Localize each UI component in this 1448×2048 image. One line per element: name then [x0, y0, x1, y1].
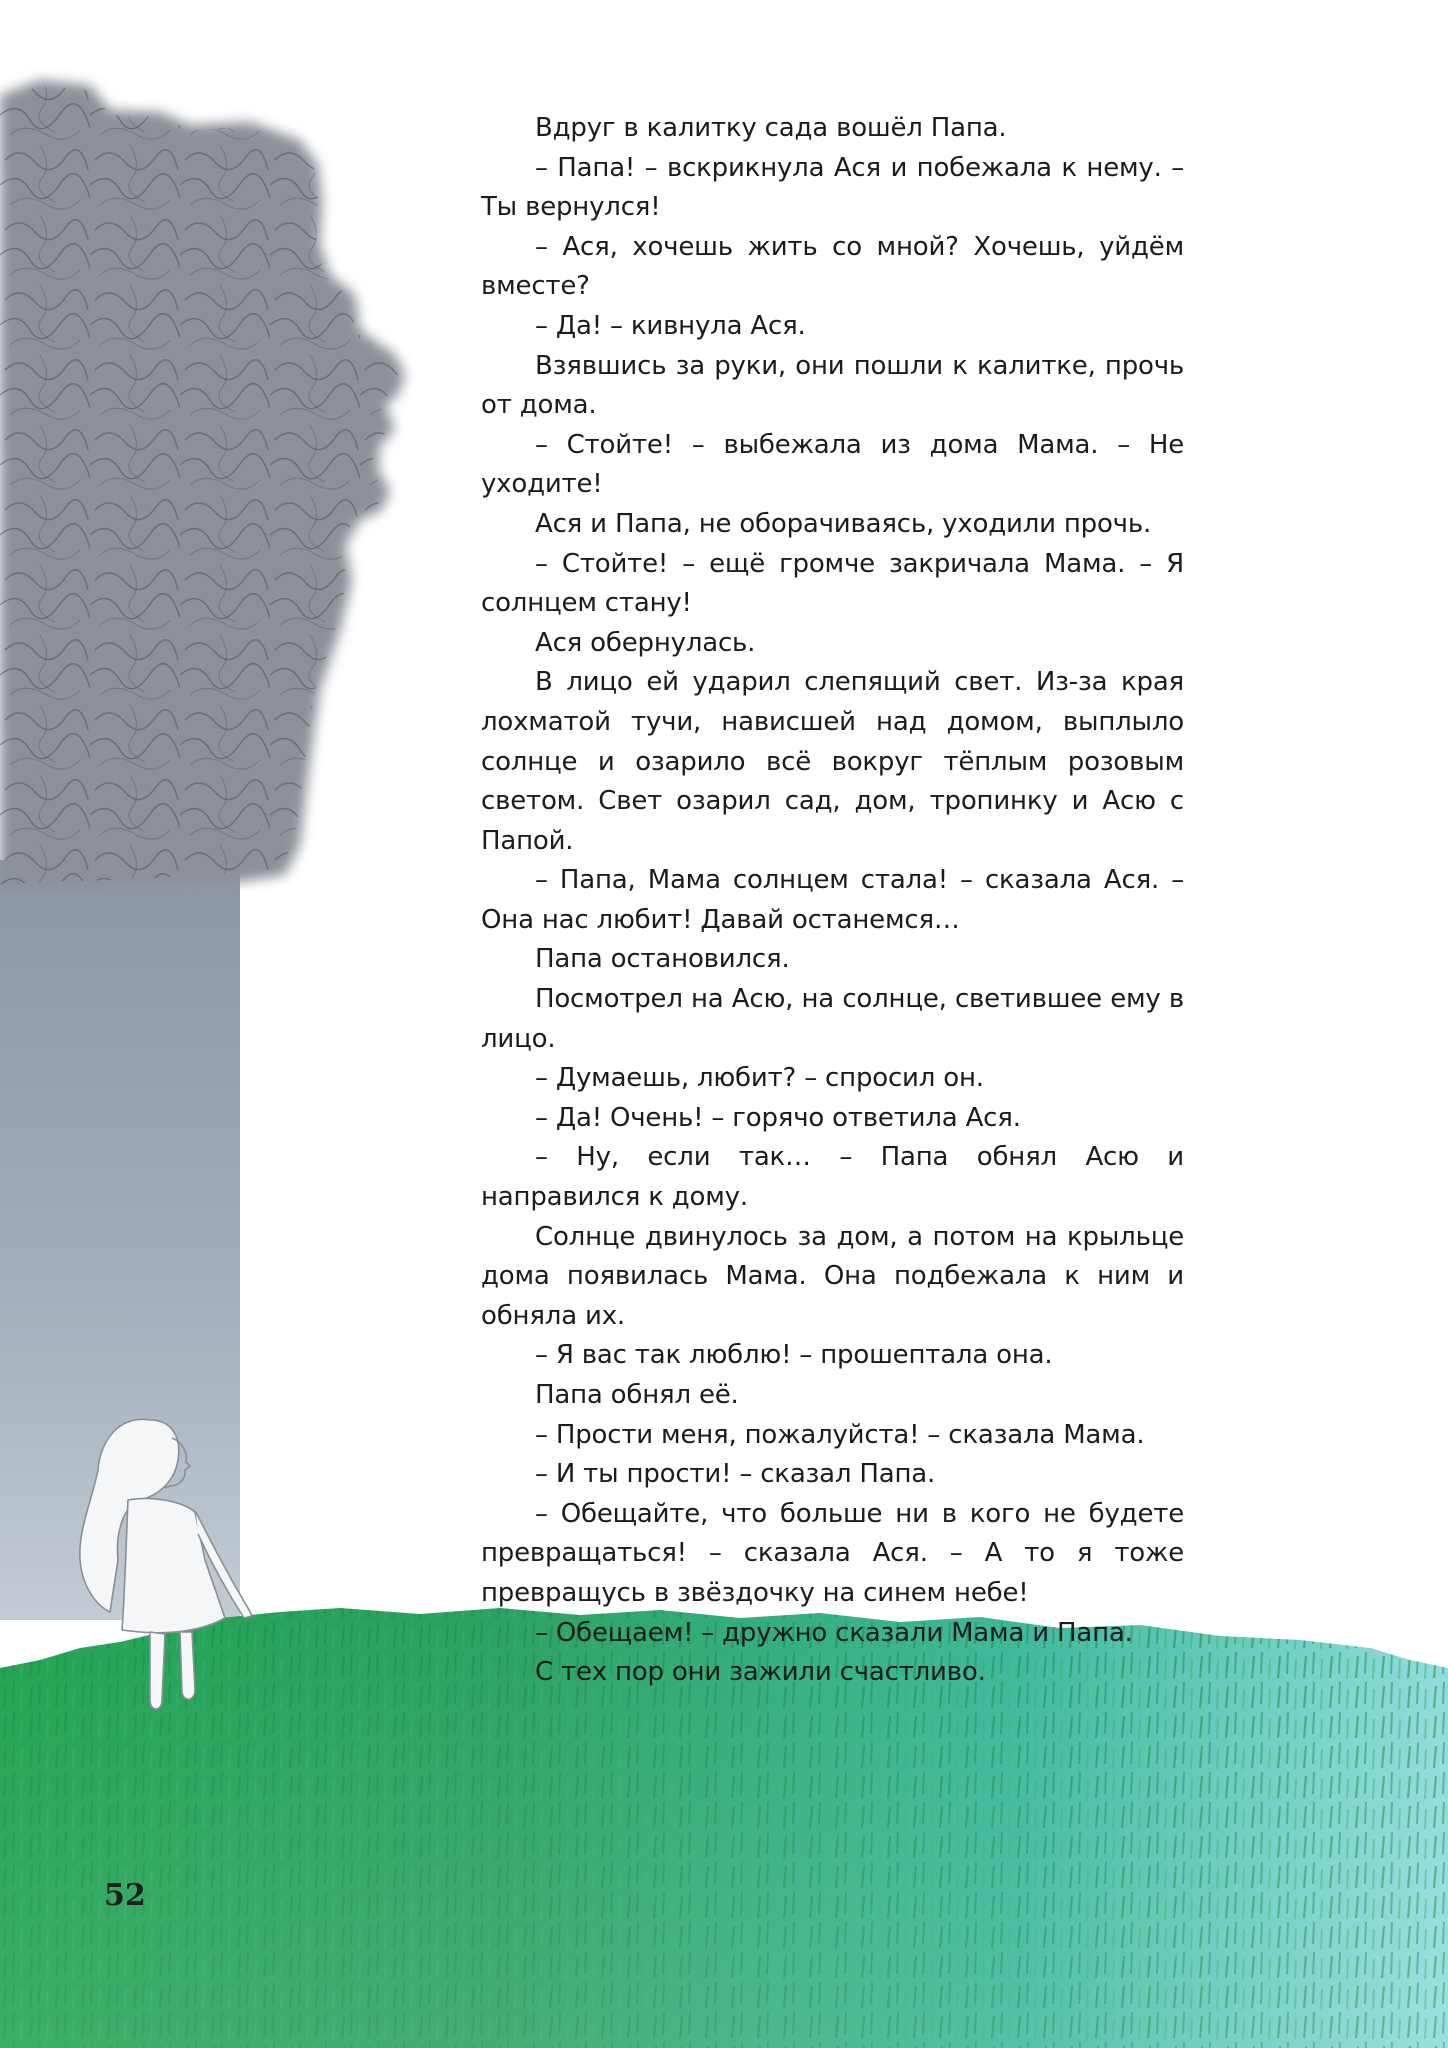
story-paragraph: – Папа, Мама солнцем стала! – сказала Ася. – Она нас любит! Давай останемся…	[481, 865, 1184, 935]
storm-cloud-face	[0, 80, 405, 890]
story-paragraph: – Стойте! – ещё громче закричала Мама. – Я солнцем стану!	[481, 548, 1184, 619]
story-paragraph: – Ася, хочешь жить со мной? Хочешь, уйдём вместе?	[481, 231, 1184, 302]
story-paragraph: – Обещаем! – дружно сказали Мама и Папа.	[535, 1617, 1133, 1648]
story-paragraph: В лицо ей ударил слепящий свет. Из-за края лохматой тучи, нависшей над домом, выплыло солнце и озарило всё вокруг тёплым розовым светом. Свет озарил сад, дом, тропинку и Асю с Папой.	[481, 667, 1184, 856]
page-number: 52	[104, 1878, 146, 1913]
story-paragraph: Посмотрел на Асю, на солнце, светившее ему в лицо.	[481, 984, 1184, 1054]
story-paragraph: С тех пор они зажили счастливо.	[535, 1657, 986, 1688]
story-paragraph: – Прости меня, пожалуйста! – сказала Мама.	[535, 1419, 1145, 1450]
story-paragraph: Папа остановился.	[535, 944, 790, 975]
story-paragraph: – Ну, если так… – Папа обнял Асю и направился к дому.	[481, 1142, 1184, 1213]
story-paragraph: Солнце двинулось за дом, а потом на крыльце дома появилась Мама. Она подбежала к ним и обняла их.	[481, 1221, 1184, 1331]
story-text	[481, 109, 1184, 1693]
story-paragraph: Вдруг в калитку сада вошёл Папа.	[535, 113, 1007, 143]
story-paragraph: – Я вас так люблю! – прошептала она.	[535, 1340, 1053, 1371]
story-paragraph: – Обещайте, что больше ни в кого не будете превращаться! – сказала Ася. – А то я тоже превращусь в звёздочку на синем небе!	[481, 1498, 1184, 1608]
story-paragraph: – Думаешь, любит? – спросил он.	[535, 1063, 984, 1094]
story-paragraph: – Стойте! – выбежала из дома Мама. – Не уходите!	[481, 429, 1184, 500]
story-paragraph: – И ты прости! – сказал Папа.	[535, 1459, 936, 1490]
story-paragraph: – Да! Очень! – горячо ответила Ася.	[535, 1102, 1021, 1133]
story-paragraph: – Да! – кивнула Ася.	[535, 310, 806, 341]
story-paragraph: Ася и Папа, не оборачиваясь, уходили прочь.	[535, 508, 1152, 539]
story-paragraph: Ася обернулась.	[535, 627, 756, 658]
story-paragraph: Папа обнял её.	[535, 1380, 739, 1410]
story-paragraph: Взявшись за руки, они пошли к калитке, прочь от дома.	[481, 350, 1184, 421]
story-paragraph: – Папа! – вскрикнула Ася и побежала к нему. – Ты вернулся!	[481, 152, 1184, 223]
